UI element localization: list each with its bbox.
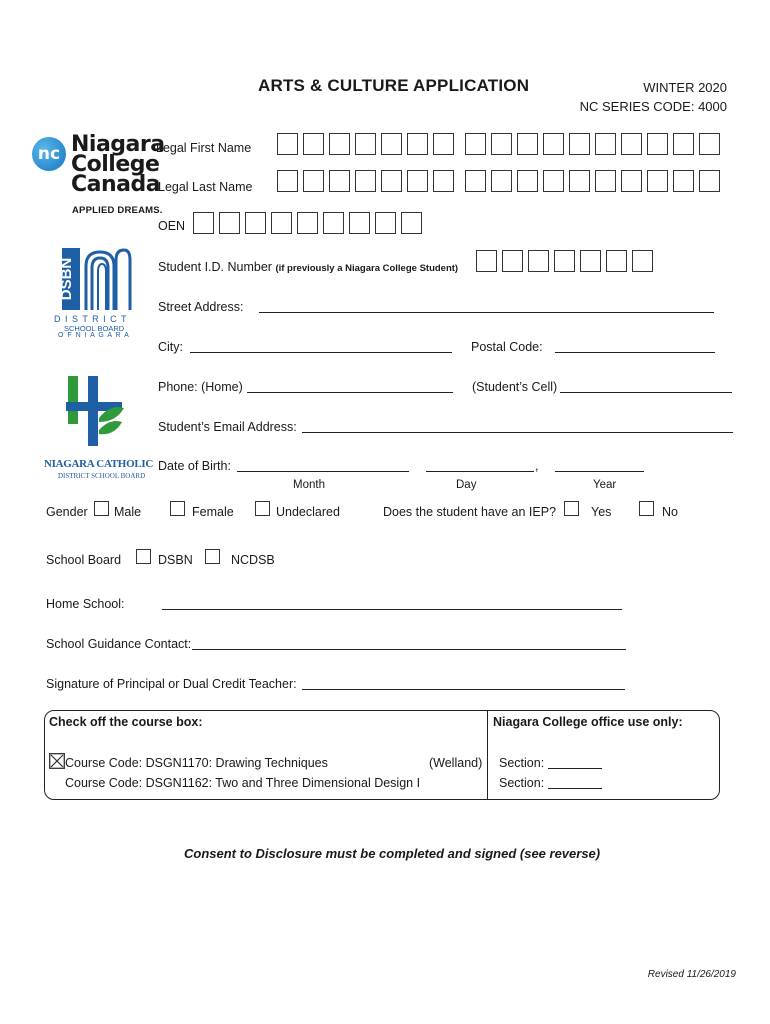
gender-male-checkbox[interactable]: [94, 501, 109, 516]
iep-question: Does the student have an IEP?: [383, 505, 557, 519]
ncdsb-logo: [44, 374, 153, 480]
section2-label: Section:: [499, 776, 545, 790]
oen-boxes[interactable]: [193, 212, 427, 234]
last-name-label: Legal Last Name: [158, 180, 253, 194]
student-id-note: (if previously a Niagara College Student): [275, 263, 459, 274]
nc-word-3: Canada: [71, 172, 161, 197]
home-school-label: Home School:: [46, 597, 125, 611]
panel-divider: [487, 711, 488, 799]
oen-label: OEN: [158, 219, 186, 233]
ncdsb-line-2: DISTRICT SCHOOL BOARD: [58, 472, 146, 480]
street-label: Street Address:: [158, 300, 244, 314]
postal-input[interactable]: [555, 340, 715, 353]
form-title: ARTS & CULTURE APPLICATION: [258, 76, 530, 95]
revised-date: Revised 11/26/2019: [647, 969, 736, 980]
dsbn-line-2: SCHOOL BOARD: [64, 324, 125, 333]
school-board-label: School Board: [46, 553, 122, 567]
iep-no-checkbox[interactable]: [639, 501, 654, 516]
first-name-label: Legal First Name: [156, 141, 252, 155]
course-panel: [44, 710, 720, 800]
signature-input[interactable]: [302, 677, 625, 690]
board-dsbn-checkbox[interactable]: [136, 549, 151, 564]
phone-home-input[interactable]: [247, 380, 453, 393]
dob-comma: ,: [535, 459, 539, 473]
gender-female-label: Female: [192, 505, 234, 519]
nc-word-1: Niagara: [71, 132, 165, 157]
iep-yes-label: Yes: [591, 505, 612, 519]
section2-input[interactable]: [548, 776, 602, 789]
guidance-input[interactable]: [192, 637, 626, 650]
consent-note: Consent to Disclosure must be completed and signed (see reverse): [184, 846, 601, 861]
city-input[interactable]: [190, 340, 452, 353]
gender-female-checkbox[interactable]: [170, 501, 185, 516]
street-input[interactable]: [259, 300, 714, 313]
dsbn-line-3: O F N I A G A R A: [58, 332, 130, 339]
last-name-boxes[interactable]: [277, 170, 725, 192]
dob-day-caption: Day: [456, 479, 477, 491]
dob-month-caption: Month: [293, 479, 325, 491]
phone-cell-input[interactable]: [560, 380, 732, 393]
city-label: City:: [158, 340, 183, 354]
gender-male-label: Male: [114, 505, 142, 519]
home-school-input[interactable]: [162, 597, 622, 610]
series-code: NC SERIES CODE: 4000: [579, 99, 727, 114]
course1-label: Course Code: DSGN1170: Drawing Techniques: [65, 756, 328, 770]
board-ncdsb-label: NCDSB: [231, 553, 275, 567]
course2-label: Course Code: DSGN1162: Two and Three Dimensional Design I: [65, 776, 421, 790]
office-heading: Niagara College office use only:: [493, 715, 683, 729]
dsbn-mark-icon: [54, 246, 136, 312]
section1-label: Section:: [499, 756, 545, 770]
phone-cell-label: (Student’s Cell): [472, 380, 558, 394]
gender-undeclared-label: Undeclared: [276, 505, 340, 519]
dsbn-line-1: D I S T R I C T: [54, 314, 128, 324]
iep-no-label: No: [662, 505, 678, 519]
student-id-boxes[interactable]: [476, 250, 658, 272]
dob-year-input[interactable]: [555, 459, 644, 472]
first-name-boxes[interactable]: [277, 133, 725, 155]
board-ncdsb-checkbox[interactable]: [205, 549, 220, 564]
signature-label: Signature of Principal or Dual Credit Teacher:: [46, 677, 297, 691]
ncdsb-line-1: NIAGARA CATHOLIC: [44, 458, 153, 470]
term-label: WINTER 2020: [643, 80, 727, 95]
svg-text:DSBN: DSBN: [58, 257, 75, 301]
nc-word-2: College: [71, 152, 160, 177]
board-dsbn-label: DSBN: [158, 553, 193, 567]
course1-location: (Welland): [429, 756, 483, 770]
course1-checkbox[interactable]: [49, 753, 65, 769]
dob-month-input[interactable]: [237, 459, 409, 472]
gender-label: Gender: [46, 505, 88, 519]
postal-label: Postal Code:: [471, 340, 543, 354]
cross-leaf-icon: [44, 374, 148, 454]
email-label: Student’s Email Address:: [158, 420, 297, 434]
student-id-text: Student I.D. Number: [158, 260, 272, 274]
dsbn-logo: [54, 246, 136, 342]
dob-label: Date of Birth:: [158, 459, 231, 473]
nc-tagline: APPLIED DREAMS.: [72, 205, 163, 216]
section1-input[interactable]: [548, 756, 602, 769]
course-heading: Check off the course box:: [49, 715, 203, 729]
student-id-label: [158, 260, 458, 274]
gender-undeclared-checkbox[interactable]: [255, 501, 270, 516]
dob-year-caption: Year: [593, 479, 617, 491]
dob-day-input[interactable]: [426, 459, 534, 472]
email-input[interactable]: [302, 420, 733, 433]
phone-home-label: Phone: (Home): [158, 380, 243, 394]
guidance-label: School Guidance Contact:: [46, 637, 192, 651]
iep-yes-checkbox[interactable]: [564, 501, 579, 516]
nc-badge-icon: nc: [32, 137, 66, 171]
